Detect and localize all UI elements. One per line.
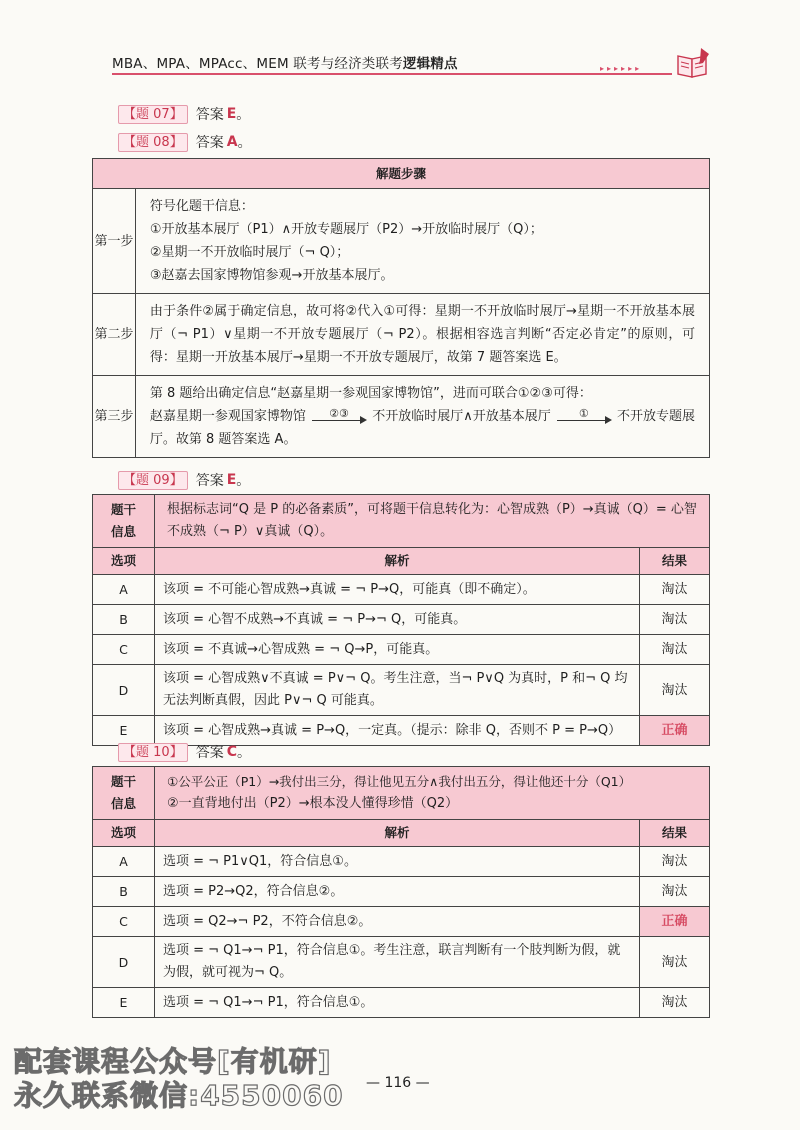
answer-suffix: 。	[236, 473, 251, 489]
step-line: ①开放基本展厅（P1）∧开放专题展厅（P2）→开放临时展厅（Q）；	[149, 222, 543, 237]
option-cell: C	[93, 907, 155, 937]
answer-letter: C	[226, 744, 237, 760]
option-cell: D	[93, 937, 155, 988]
analysis-cell: 该项 = 不可能心智成熟→真诚 = ¬ P→Q，可能真（即不确定）。	[155, 575, 640, 605]
arrow-icon	[310, 408, 368, 425]
answer-suffix: 。	[237, 135, 252, 151]
option-cell: E	[93, 988, 155, 1018]
answer-prefix: 答案	[195, 745, 224, 761]
answer-q07	[118, 104, 250, 124]
step-content	[135, 376, 709, 458]
step-line: ②星期一不开放临时展厅（¬ Q）；	[149, 245, 350, 260]
step-content	[135, 189, 709, 294]
column-header-row	[93, 548, 710, 575]
table-row	[93, 716, 710, 746]
page-header	[112, 46, 712, 80]
table-row	[93, 877, 710, 907]
table-row	[93, 907, 710, 937]
watermark-line-2: 永久联系微信:4550060	[14, 1079, 344, 1112]
analysis-cell: 选项 = ¬ P1∨Q1，符合信息①。	[155, 847, 640, 877]
table-row	[93, 575, 710, 605]
analysis-cell: 选项 = ¬ Q1→¬ P1，符合信息①。	[155, 988, 640, 1018]
info-text: 根据标志词“Q 是 P 的必备素质”，可将题干信息转化为：心智成熟（P）→真诚（Q）= 心智不成熟（¬ P）∨真诚（Q）。	[155, 495, 710, 548]
table-row	[93, 635, 710, 665]
result-cell: 淘汰	[640, 635, 710, 665]
running-head	[112, 52, 458, 72]
option-cell: A	[93, 847, 155, 877]
result-cell: 淘汰	[640, 877, 710, 907]
analysis-cell: 该项 = 心智成熟∨不真诚 = P∨¬ Q。考生注意，当¬ P∨Q 为真时，P 和¬ Q 均无法判断真假，因此 P∨¬ Q 可能真。	[155, 665, 640, 716]
answer-prefix: 答案	[195, 473, 224, 489]
col-analysis: 解析	[155, 548, 640, 575]
derivation-middle: 不开放临时展厅∧开放基本展厅	[372, 409, 551, 424]
step-row-1	[93, 189, 710, 294]
result-cell: 淘汰	[640, 575, 710, 605]
answer-q09	[118, 470, 250, 490]
option-cell: A	[93, 575, 155, 605]
table-row	[93, 847, 710, 877]
header-rule	[112, 73, 672, 75]
answer-letter: E	[226, 106, 237, 122]
result-cell: 淘汰	[640, 988, 710, 1018]
analysis-cell: 选项 = P2→Q2，符合信息②。	[155, 877, 640, 907]
header-dots: ▸▸▸▸▸▸	[600, 64, 643, 73]
answer-letter: E	[226, 472, 237, 488]
analysis-cell: 该项 = 心智不成熟→不真诚 = ¬ P→¬ Q，可能真。	[155, 605, 640, 635]
info-line: ①公平公正（P1）→我付出三分，得让他见五分∧我付出五分，得让他还十分（Q1）	[167, 774, 632, 789]
q09-analysis-table	[92, 494, 710, 746]
info-label: 题干 信息	[93, 495, 155, 548]
result-cell-correct: 正确	[640, 907, 710, 937]
table-row	[93, 937, 710, 988]
step-line: 符号化题干信息：	[149, 199, 254, 214]
info-text	[155, 767, 710, 820]
answer-prefix: 答案	[195, 135, 224, 151]
result-cell: 淘汰	[640, 665, 710, 716]
column-header-row	[93, 820, 710, 847]
option-cell: D	[93, 665, 155, 716]
steps-header: 解题步骤	[93, 159, 710, 189]
book-pencil-icon	[674, 46, 712, 80]
info-line: ②一直背地付出（P2）→根本没人懂得珍惜（Q2）	[167, 796, 459, 811]
col-option: 选项	[93, 548, 155, 575]
step-line: 厅。故第 8 题答案选 A。	[149, 432, 297, 447]
info-row	[93, 767, 710, 820]
step-line: ③赵嘉去国家博物馆参观→开放基本展厅。	[149, 268, 394, 283]
option-cell: E	[93, 716, 155, 746]
analysis-cell: 选项 = Q2→¬ P2，不符合信息②。	[155, 907, 640, 937]
info-label: 题干 信息	[93, 767, 155, 820]
arrow-label: ①	[578, 407, 589, 420]
answer-letter: A	[226, 134, 238, 150]
page-number: — 116 —	[366, 1075, 430, 1091]
table-row	[93, 988, 710, 1018]
running-head-bold: 逻辑精点	[402, 56, 458, 72]
option-cell: B	[93, 605, 155, 635]
result-cell: 淘汰	[640, 605, 710, 635]
col-result: 结果	[640, 820, 710, 847]
derivation-premise: 赵嘉星期一参观国家博物馆	[149, 409, 306, 424]
step-row-3	[93, 376, 710, 458]
result-cell-correct: 正确	[640, 716, 710, 746]
question-label-q08: 【题 08】	[118, 133, 188, 152]
answer-suffix: 。	[236, 107, 251, 123]
q10-analysis-table	[92, 766, 710, 1018]
step-label: 第二步	[93, 294, 136, 376]
col-analysis: 解析	[155, 820, 640, 847]
question-label-q07: 【题 07】	[118, 105, 188, 124]
table-row	[93, 665, 710, 716]
question-label-q09: 【题 09】	[118, 471, 188, 490]
question-label-q10: 【题 10】	[118, 743, 188, 762]
answer-q08	[118, 132, 252, 152]
watermark-line-1: 配套课程公众号[有机研]	[14, 1045, 332, 1078]
answer-q10	[118, 742, 251, 762]
col-result: 结果	[640, 548, 710, 575]
analysis-cell: 选项 = ¬ Q1→¬ P1，符合信息①。考生注意，联言判断有一个肢判断为假，就为假，就可视为¬ Q。	[155, 937, 640, 988]
analysis-cell: 该项 = 心智成熟→真诚 = P→Q，一定真。（提示：除非 Q，否则不 P = P→Q）	[155, 716, 640, 746]
step-label: 第三步	[93, 376, 136, 458]
arrow-label: ②③	[329, 407, 349, 420]
col-option: 选项	[93, 820, 155, 847]
option-cell: C	[93, 635, 155, 665]
arrow-icon	[555, 408, 613, 425]
step-row-2	[93, 294, 710, 376]
result-cell: 淘汰	[640, 847, 710, 877]
step-line: 第 8 题给出确定信息“赵嘉星期一参观国家博物馆”，进而可联合①②③可得：	[149, 386, 592, 401]
solution-steps-table	[92, 158, 710, 458]
step-derivation	[150, 405, 695, 428]
info-row	[93, 495, 710, 548]
answer-prefix: 答案	[195, 107, 224, 123]
answer-suffix: 。	[237, 745, 251, 761]
step-content: 由于条件②属于确定信息，故可将②代入①可得：星期一不开放临时展厅→星期一不开放基本展厅（¬ P1）∨星期一不开放专题展厅（¬ P2）。根据相容选言判断“否定必肯定”的原则，可得：星期一开放基本展厅→星期一不开放专题展厅，故第 7 题答案选 E。	[135, 294, 709, 376]
analysis-cell: 该项 = 不真诚→心智成熟 = ¬ Q→P，可能真。	[155, 635, 640, 665]
table-row	[93, 605, 710, 635]
option-cell: B	[93, 877, 155, 907]
step-label: 第一步	[93, 189, 136, 294]
derivation-conclusion: 不开放专题展	[616, 409, 695, 424]
result-cell: 淘汰	[640, 937, 710, 988]
running-head-prefix: MBA、MPA、MPAcc、MEM 联考与经济类联考	[112, 56, 403, 72]
